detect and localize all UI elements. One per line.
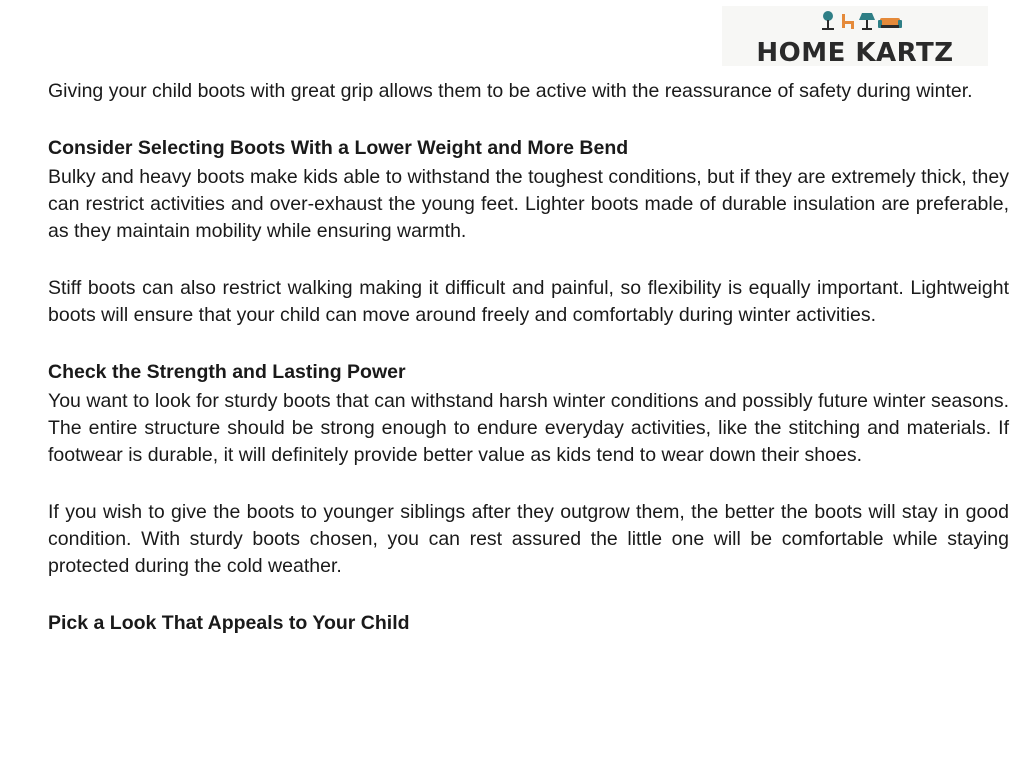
paragraph-sturdy-boots: You want to look for sturdy boots that can withstand harsh winter conditions and possibly future winter seasons. The entire structure should be strong enough to endure everyday activities, like the stitching and materials. If footwear is durable, it will definitely provide better value as kids tend to wear down their shoes. [48,390,1009,466]
logo-illustration-icon [820,10,904,32]
paragraph-bulky-boots: Bulky and heavy boots make kids able to withstand the toughest conditions, but if they are extremely thick, they can restrict activities and over-exhaust the young feet. Lighter boots made of durable insulation are preferable, as they maintain mobility while ensuring warmth. [48,166,1009,242]
paragraph-stiff-boots: Stiff boots can also restrict walking making it difficult and painful, so flexibility is equally important. Lightweight boots will ensure that your child can move around freely and comfortably during winter activities. [48,277,1009,326]
section-heading-look: Pick a Look That Appeals to Your Child [48,612,410,634]
intro-paragraph: Giving your child boots with great grip allows them to be active with the reassurance of safety during winter. [48,80,973,102]
brand-name: HOME KARTZ [756,38,954,68]
paragraph-younger-siblings: If you wish to give the boots to younger siblings after they outgrow them, the better the boots will stay in good condition. With sturdy boots chosen, you can rest assured the little one will be comfortable while staying protected during the cold weather. [48,501,1009,577]
section-heading-strength: Check the Strength and Lasting Power [48,361,406,383]
section-heading-lower-weight: Consider Selecting Boots With a Lower Weight and More Bend [48,137,629,159]
brand-logo [722,6,988,66]
article-body [48,78,1009,637]
